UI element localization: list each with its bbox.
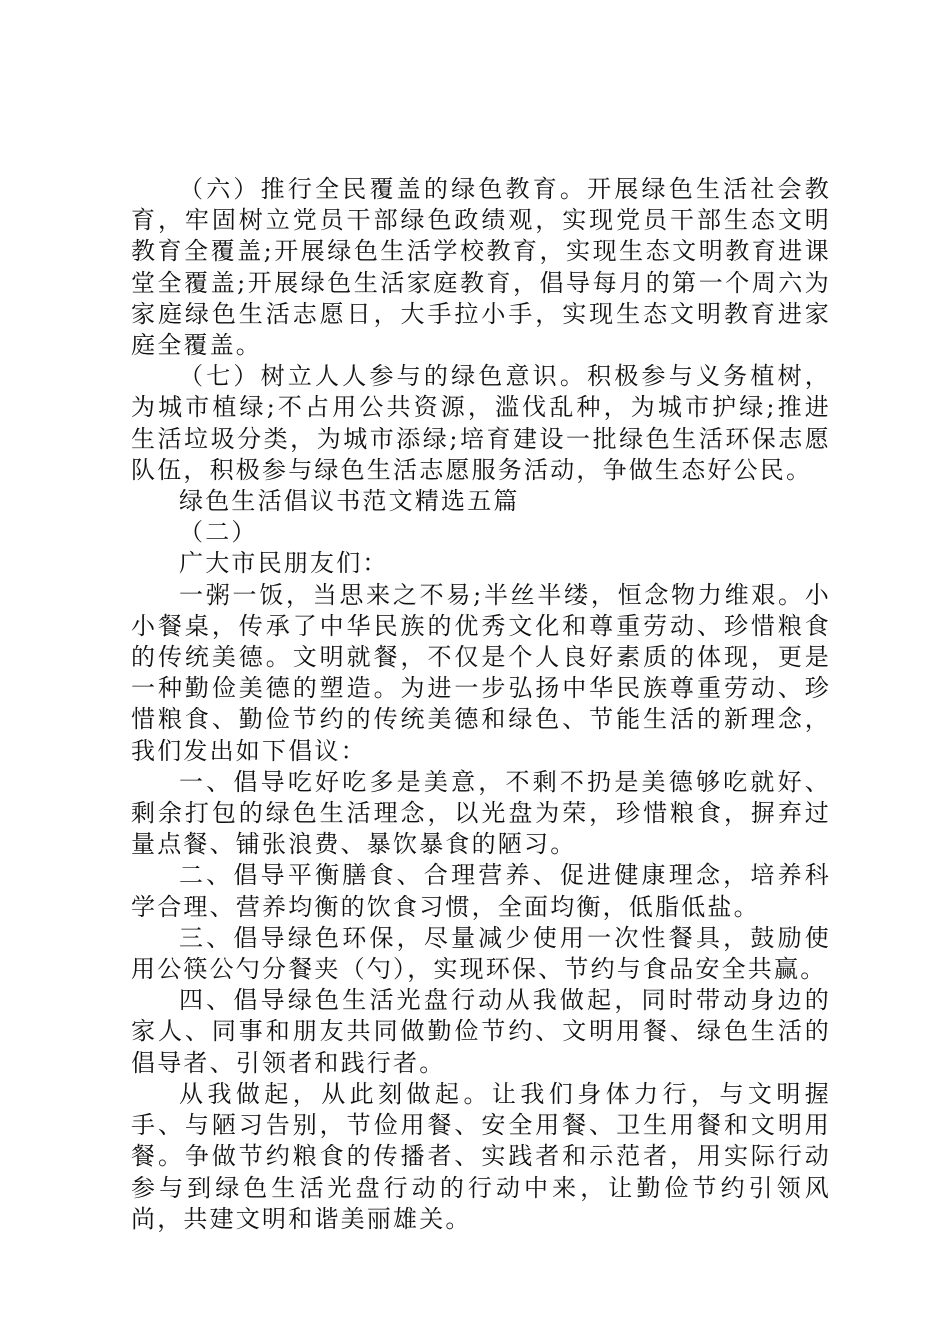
section-title: 绿色生活倡议书范文精选五篇 — [179, 487, 520, 516]
proposal-item-2: 二、倡导平衡膳食、合理营养、促进健康理念，培养科学合理、营养均衡的饮食习惯，全面均衡，低脂低盐。 — [131, 861, 831, 921]
paragraph-intro: 一粥一饭，当思来之不易;半丝半缕，恒念物力维艰。小小餐桌，传承了中华民族的优秀文化和尊重劳动、珍惜粮食的传统美德。文明就餐，不仅是个人良好素质的体现，更是一种勤俭美德的塑造。为进一步弘扬中华民族尊重劳动、珍惜粮食、勤俭节约的传统美德和绿色、节能生活的新理念，我们发出如下倡议： — [131, 580, 831, 765]
paragraph-seven-green-awareness: （七）树立人人参与的绿色意识。积极参与义务植树，为城市植绿;不占用公共资源，滥伐乱种，为城市护绿;推进生活垃圾分类，为城市添绿;培育建设一批绿色生活环保志愿队伍，积极参与绿色生活志愿服务活动，争做生态好公民。 — [131, 362, 831, 484]
salutation: 广大市民朋友们： — [179, 549, 389, 578]
paragraph-six-green-education: （六）推行全民覆盖的绿色教育。开展绿色生活社会教育，牢固树立党员干部绿色政绩观，实现党员干部生态文明教育全覆盖;开展绿色生活学校教育，实现生态文明教育进课堂全覆盖;开展绿色生活家庭教育，倡导每月的第一个周六为家庭绿色生活志愿日，大手拉小手，实现生态文明教育进家庭全覆盖。 — [131, 175, 831, 360]
section-number: （二） — [179, 518, 258, 547]
proposal-item-1: 一、倡导吃好吃多是美意，不剩不扔是美德够吃就好、剩余打包的绿色生活理念，以光盘为荣，珍惜粮食，摒弃过量点餐、铺张浪费、暴饮暴食的陋习。 — [131, 767, 831, 859]
proposal-item-4: 四、倡导绿色生活光盘行动从我做起，同时带动身边的家人、同事和朋友共同做勤俭节约、文明用餐、绿色生活的倡导者、引领者和践行者。 — [131, 986, 831, 1077]
document-body — [131, 174, 831, 1235]
paragraph-closing: 从我做起，从此刻做起。让我们身体力行，与文明握手、与陋习告别，节俭用餐、安全用餐、卫生用餐和文明用餐。争做节约粮食的传播者、实践者和示范者，用实际行动参与到绿色生活光盘行动的行动中来，让勤俭节约引领风尚，共建文明和谐美丽雄关。 — [131, 1079, 831, 1233]
proposal-item-3: 三、倡导绿色环保，尽量减少使用一次性餐具，鼓励使用公筷公勺分餐夹（勺），实现环保、节约与食品安全共赢。 — [131, 923, 831, 984]
